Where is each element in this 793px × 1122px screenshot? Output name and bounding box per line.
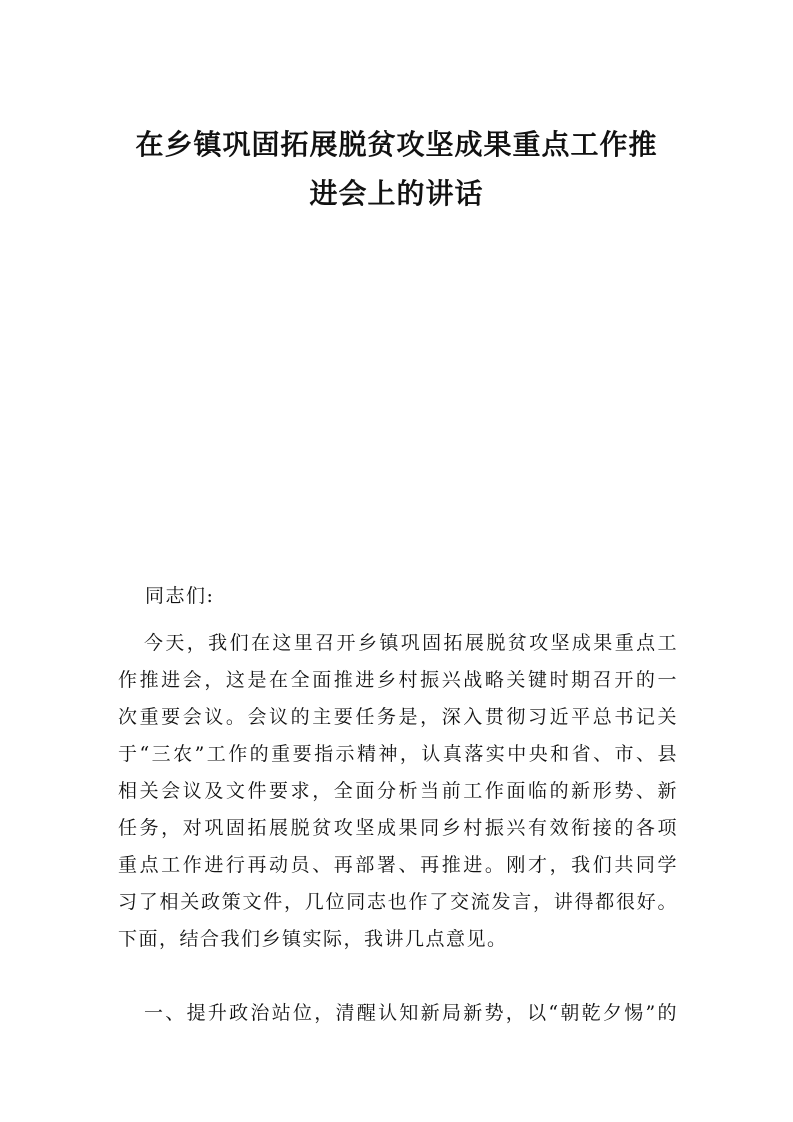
- section-1-line: 一、提升政治站位，清醒认知新局新势，以“朝乾夕惕”的: [144, 1002, 678, 1024]
- paragraph-1-line: 相关会议及文件要求，全面分析当前工作面临的新形势、新: [118, 780, 678, 802]
- greeting: 同志们:: [145, 585, 215, 607]
- paragraph-1-line: 任务，对巩固拓展脱贫攻坚成果同乡村振兴有效衔接的各项: [118, 817, 678, 839]
- paragraph-1-line: 次重要会议。会议的主要任务是，深入贯彻习近平总书记关: [118, 706, 678, 728]
- paragraph-1: [118, 625, 678, 958]
- document-title-line-1: 在乡镇巩固拓展脱贫攻坚成果重点工作推: [135, 128, 658, 161]
- document-title-line-2: 进会上的讲话: [309, 177, 484, 210]
- paragraph-1-line: 作推进会，这是在全面推进乡村振兴战略关键时期召开的一: [118, 669, 678, 691]
- paragraph-1-line: 重点工作进行再动员、再部署、再推进。刚才，我们共同学: [118, 854, 678, 876]
- paragraph-1-line: 于“三农”工作的重要指示精神，认真落实中央和省、市、县: [118, 743, 678, 765]
- paragraph-1-line: 下面，结合我们乡镇实际，我讲几点意见。: [118, 928, 508, 950]
- paragraph-1-line: 今天，我们在这里召开乡镇巩固拓展脱贫攻坚成果重点工: [144, 632, 678, 654]
- section-1-heading: [118, 995, 678, 1032]
- paragraph-1-line: 习了相关政策文件，几位同志也作了交流发言，讲得都很好。: [118, 891, 678, 913]
